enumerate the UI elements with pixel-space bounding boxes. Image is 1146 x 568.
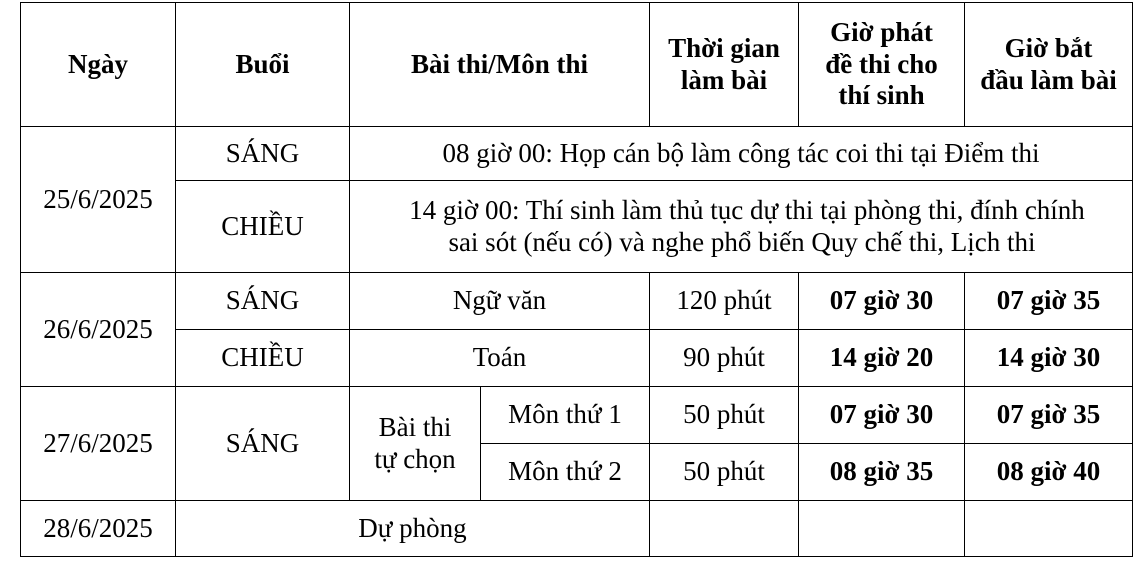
subject-cell: Ngữ văn (350, 273, 650, 330)
header-start-line: Giờ bắt (1004, 32, 1093, 63)
note-line: 14 giờ 00: Thí sinh làm thủ tục dự thi tại phòng thi, đính chính (409, 194, 1085, 225)
date-cell: 27/6/2025 (21, 387, 176, 501)
subject-cell: Môn thứ 1 (481, 387, 650, 444)
empty-cell (799, 501, 965, 557)
session-cell: SÁNG (176, 127, 350, 181)
table-row (21, 181, 1133, 273)
date-cell: 26/6/2025 (21, 273, 176, 387)
header-distribute-time (799, 3, 965, 127)
subject-cell: Môn thứ 2 (481, 444, 650, 501)
table-row (21, 387, 1133, 444)
header-row (21, 3, 1133, 127)
session-cell: CHIỀU (176, 181, 350, 273)
distribute-time-cell: 07 giờ 30 (799, 273, 965, 330)
header-duration-line: làm bài (680, 64, 768, 95)
header-start-line: đầu làm bài (980, 64, 1117, 95)
empty-cell (965, 501, 1133, 557)
table-row (21, 330, 1133, 387)
exam-schedule-table (20, 2, 1133, 557)
date-cell: 28/6/2025 (21, 501, 176, 557)
group-label-line: tự chọn (374, 443, 456, 474)
header-start-time (965, 3, 1133, 127)
header-session: Buổi (176, 3, 350, 127)
start-time-cell: 08 giờ 40 (965, 444, 1133, 501)
start-time-cell: 07 giờ 35 (965, 387, 1133, 444)
distribute-time-cell: 08 giờ 35 (799, 444, 965, 501)
distribute-time-cell: 07 giờ 30 (799, 387, 965, 444)
group-label-line: Bài thi (378, 411, 452, 442)
session-cell: SÁNG (176, 273, 350, 330)
note-cell (350, 181, 1133, 273)
note-cell: Dự phòng (176, 501, 650, 557)
header-distribute-line: Giờ phát (830, 16, 933, 47)
distribute-time-cell: 14 giờ 20 (799, 330, 965, 387)
header-duration-line: Thời gian (668, 32, 780, 63)
duration-cell: 120 phút (650, 273, 799, 330)
header-subject: Bài thi/Môn thi (350, 3, 650, 127)
session-cell: SÁNG (176, 387, 350, 501)
subject-cell: Toán (350, 330, 650, 387)
header-distribute-line: đề thi cho (825, 48, 938, 79)
empty-cell (650, 501, 799, 557)
start-time-cell: 14 giờ 30 (965, 330, 1133, 387)
start-time-cell: 07 giờ 35 (965, 273, 1133, 330)
duration-cell: 50 phút (650, 387, 799, 444)
table-row (21, 127, 1133, 181)
note-cell: 08 giờ 00: Họp cán bộ làm công tác coi thi tại Điểm thi (350, 127, 1133, 181)
header-distribute-line: thí sinh (838, 80, 925, 111)
header-date: Ngày (21, 3, 176, 127)
table-row (21, 501, 1133, 557)
session-cell: CHIỀU (176, 330, 350, 387)
header-duration (650, 3, 799, 127)
date-cell: 25/6/2025 (21, 127, 176, 273)
group-label-cell (350, 387, 481, 501)
table-row (21, 273, 1133, 330)
note-line: sai sót (nếu có) và nghe phổ biến Quy chế thi, Lịch thi (448, 226, 1036, 257)
duration-cell: 90 phút (650, 330, 799, 387)
duration-cell: 50 phút (650, 444, 799, 501)
